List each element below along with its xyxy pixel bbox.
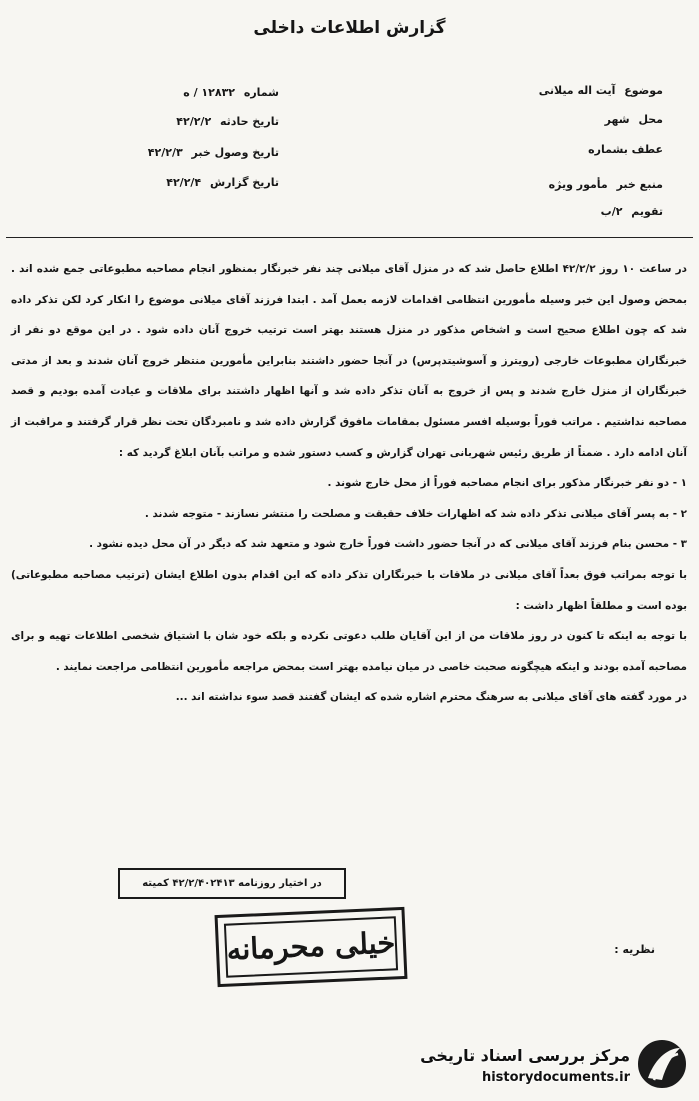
event-date-value: ۴۲/۲/۲ bbox=[176, 115, 212, 128]
body-item-3: ۳ - محسن بنام فرزند آقای میلانی که در آنجا حضور داشت فوراً خارج شود و متعهد شد که دیگر در آن محل دیده نشود . bbox=[89, 538, 687, 551]
report-date-field bbox=[166, 176, 279, 189]
number-value: ۱۲۸۳۲ / ه bbox=[183, 86, 235, 99]
subject-value: آیت اله میلانی bbox=[538, 84, 616, 97]
rating-label: تقویم bbox=[631, 205, 663, 218]
body-item-2: ۲ - به پسر آقای میلانی تذکر داده شد که اظهارات خلاف حقیقت و مصلحت را منتشر نسازند - متوجه شدند . bbox=[144, 507, 687, 520]
number-label: شماره bbox=[243, 86, 279, 99]
filing-stamp: در اختیار روزنامه ۴۲/۲/۴۰۲۴۱۳ کمیته bbox=[118, 868, 346, 899]
body-paragraph-4: در مورد گفته های آقای میلانی به سرهنگ محترم اشاره شده که ایشان گفتند قصد سوء نداشته اند ... bbox=[175, 691, 687, 704]
rating-value: ۲/ب bbox=[600, 205, 623, 218]
document-title: گزارش اطلاعات داخلی bbox=[253, 18, 446, 38]
number-field bbox=[183, 86, 279, 99]
body-paragraph-1: در ساعت ۱۰ روز ۴۲/۲/۲ اطلاع حاصل شد که در منزل آقای میلانی چند نفر خبرنگار بمنظور انجام مصاحبه مطبوعاتی جمع شده اند . بمحض وصول این خبر وسیله مأمورین انتظامی اقدامات لازمه بعمل آمد . ابتدا فرزند آقای میلانی موضوع را انکار کرد لکن تذکر داده شد که چون اطلاع صحیح است و اشخاص مذکور در منزل هستند بهتر است ترتیب خروج آنان داده شود . در این موقع دو نفر از خبرنگاران مطبوعات خارجی (رویترز و آسوشیتدپرس) در آنجا حضور داشتند بنابراین مأمورین منتظر خروج آنان شدند و بعد از مدتی خبرنگاران از منزل خارج شدند و پس از خروج به آنان تذکر داده شد و آنها اظهار داشتند برای ملاقات و عیادت آمده بودیم و قصد مصاحبه نداشتیم . مراتب فوراً بوسیله افسر مسئول بمقامات مافوق گزارش داده شد و نامبردگان تحت نظر قرار گرفتند و مراقبت از آنان ادامه دارد . ضمناً از طریق رئیس شهربانی تهران گزارش و کسب دستور شده و مراتب بآنان ابلاغ گردید که : bbox=[11, 263, 687, 459]
header-divider bbox=[6, 237, 693, 238]
watermark-title: مرکز بررسی اسناد تاریخی bbox=[420, 1046, 630, 1065]
source-label: منبع خبر bbox=[616, 178, 663, 191]
watermark-url[interactable]: historydocuments.ir bbox=[481, 1070, 630, 1085]
place-value: شهر bbox=[604, 113, 630, 126]
document-center-logo-icon bbox=[634, 1034, 690, 1094]
report-body bbox=[11, 254, 687, 713]
report-date-value: ۴۲/۲/۴ bbox=[166, 176, 202, 189]
receipt-date-value: ۴۲/۲/۳ bbox=[147, 146, 183, 159]
subject-label: موضوع bbox=[624, 84, 663, 97]
event-date-field bbox=[176, 115, 279, 128]
receipt-date-field bbox=[148, 146, 279, 159]
subject-field bbox=[539, 84, 663, 97]
attachment-label: عطف بشماره bbox=[588, 143, 663, 156]
event-date-label: تاریخ حادثه bbox=[220, 115, 279, 128]
body-item-1: ۱ - دو نفر خبرنگار مذکور برای انجام مصاحبه فوراً از محل خارج شوند . bbox=[327, 477, 687, 490]
rating-field bbox=[601, 205, 663, 218]
place-label: محل bbox=[638, 113, 663, 126]
attachment-field bbox=[583, 143, 663, 156]
opinion-label: نظریه : bbox=[614, 943, 655, 956]
secret-stamp: خیلی محرمانه bbox=[215, 907, 408, 987]
body-paragraph-2: با توجه بمراتب فوق بعداً آقای میلانی در ملاقات با خبرنگاران تذکر داده که این اقدام بدون اطلاع ایشان (ترتیب مصاحبه مطبوعاتی) بوده است و مطلقاً اظهار داشت : bbox=[11, 568, 687, 612]
source-field bbox=[549, 178, 663, 191]
place-field bbox=[605, 113, 663, 126]
report-date-label: تاریخ گزارش bbox=[209, 176, 279, 189]
source-value: مأمور ویژه bbox=[548, 178, 608, 191]
body-paragraph-3: با توجه به اینکه تا کنون در روز ملاقات من از این آقایان طلب دعوتی نکرده و بلکه خود شان با اشتیاق شخصی اطلاعات تهیه و برای مصاحبه آمده بودند و اینکه هیچگونه صحبت خاصی در میان نیامده بهتر است بمحض مراجعه مأمورین انتظامی مراجعت نمایند . bbox=[11, 630, 687, 673]
receipt-date-label: تاریخ وصول خبر bbox=[191, 146, 279, 159]
